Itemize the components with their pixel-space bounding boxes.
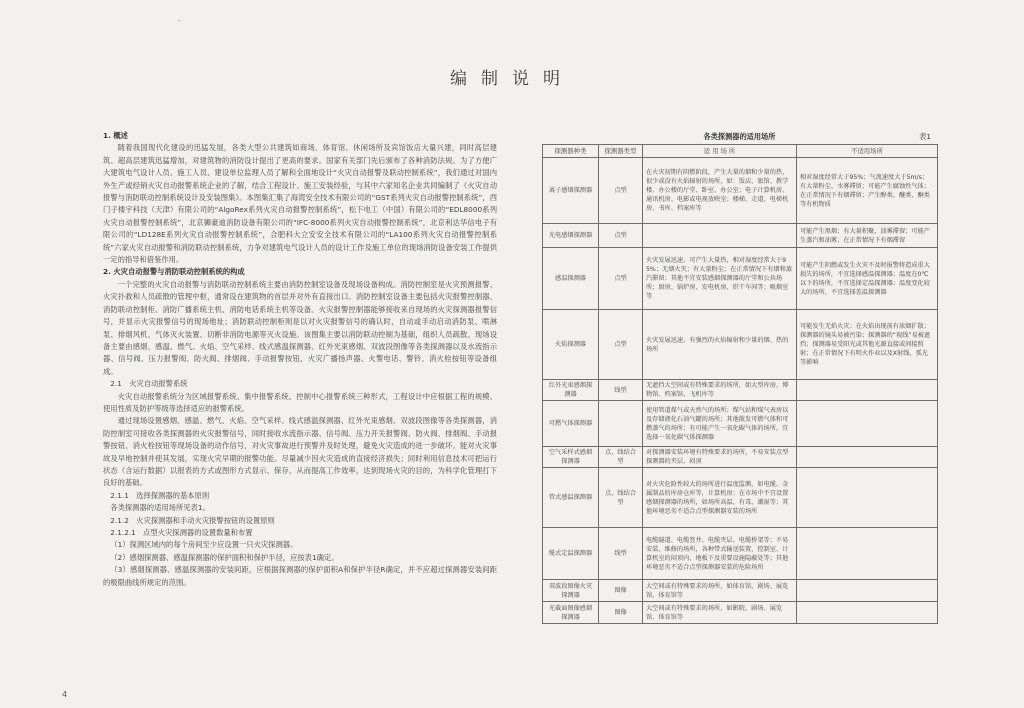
cell-kind: 火焰探测器 (543, 310, 599, 380)
cell-kind: 空气采样式感烟探测器 (543, 447, 599, 468)
table-row (543, 580, 938, 602)
cell-kind: 光电感烟探测器 (543, 224, 599, 248)
cell-unfit: 可能产生黑烟；有大量积聚、油雾滞留；可能产生蒸汽和油雾；在正常情况下有烟滞留 (797, 224, 938, 248)
sub-item: 2.1 火灾自动报警系统 (110, 379, 188, 389)
body-paragraph: 通过现场设置感烟、感温、燃气、火焰、空气采样、线式感温探测器、红外光束感烟、双波段图像等各类探测器，消防控制室可接收各类探测器的火灾报警信号，同时接收水流指示器、信号阀、压力开关报警阀、防火阀、排烟阀、手动报警按钮、消火栓按钮等现场设备的动作信号，对火灾事故进行预警并及时处理，避免火灾造成的进一步破坏。能对火灾事故及早地控制并使其发展，实现火灾早期的报警功能。尽量减少因火灾造成的直接经济损失；同时利用信息技术可把运行状态（含运行数据）以报表的方式或图形方式显示、保存，从而提高工作效率，达到现场火灾的目的，为科学化管理打下良好的基础。 (103, 416, 497, 488)
cell-fit: 大空间或有特殊要求的场所，如影院、剧场、展览馆、体育馆等 (643, 602, 797, 624)
table-section (542, 130, 937, 624)
cell-kind: 离子感烟探测器 (543, 158, 599, 224)
cell-fit: 火灾发展迅速，可产生大量热，相对湿度经常大于95%；无烟火灾；有大量粉尘；在正常情况下有烟和蒸汽滞留；其他不宜安装感烟探测器的厅堂和公共场所；厨房、锅炉房、发电机房、烘干车间等；吸烟室等 (643, 248, 797, 310)
cell-fit: 使用管道煤气或天然气的场所；煤气站和煤气表房以及存储液化石油气罐的场所；其他散发可燃气体和可燃蒸气的场所；有可能产生一氧化碳气体的场所，宜选择一氧化碳气体探测器 (643, 401, 797, 447)
cell-type: 点型 (599, 248, 643, 310)
cell-unfit: 可能产生阴燃或发生火灾不及时报警将造成重大损失的场所，不宜选择感温探测器；温度在0℃以下的场所，不宜选择定温探测器；温度变化较大的场所，不宜选择差温探测器 (797, 248, 938, 310)
table-row (543, 528, 938, 580)
table-row (543, 602, 938, 624)
cell-type: 点型 (599, 158, 643, 224)
body-paragraph: 一个完整的火灾自动报警与消防联动控制系统主要由消防控制室设备及现场设备构成。消防控制室是火灾预测报警、火灾扑救和人员疏散的管理中枢，通常设在建筑物的首层并对外有直接出口。消防控制室设备主要包括火灾报警控制器、消防联动控制柜、消防广播系统主机、消防电话系统主机等设备。火灾报警控制器能够接收来自现场的火灾探测器报警信号，并显示火灾报警信号的现场地址；消防联动控制柜则是以对火灾报警信号的确认时，自动或手动启动消防泵、喷淋泵、排烟风机、气体灭火装置、切断非消防电源等灭火设施。该图集主要以消防联动控制为基础，组织人员疏散、现场设备主要由感烟、感温、燃气、火焰、空气采样、线式感温探测器、红外光束感烟、双波段图像等各类探测器以及水流指示器、信号阀、压力报警阀、防火阀、排烟阀、手动报警按钮、火灾广播扬声器、火警电话、警铃、消火栓按钮等设备组成。 (103, 279, 497, 376)
cell-type: 点、线结合型 (599, 447, 643, 468)
cell-type: 点型 (599, 224, 643, 248)
table-caption-row (542, 130, 937, 144)
table-row (543, 401, 938, 447)
sub-item: （2）感烟探测器、感温探测器的保护面积和保护半径，应按表1确定。 (110, 552, 339, 562)
table-row (543, 224, 938, 248)
page-number: 4 (62, 690, 68, 699)
cell-kind: 双波段图像火灾探测器 (543, 580, 599, 602)
cell-fit: 火灾发展迅速，有强烈的火焰辐射和少量的烟、热的场所 (643, 310, 797, 380)
cell-fit: 无遮挡大空间或有特殊要求的场所，如大型库房、博物馆、档案馆、飞机库等 (643, 380, 797, 401)
page-title: 编制说明 (450, 69, 574, 89)
col-header-unfit: 不适用场所 (797, 145, 938, 158)
cell-kind: 红外光束感烟探测器 (543, 380, 599, 401)
cell-unfit: 相对湿度经常大于95%；气流速度大于5m/s；有大量粉尘、水雾滞留；可能产生腐蚀性气体；在正常情况下有烟滞留；产生醇类、醚类、酮类等有机物质 (797, 158, 938, 224)
sub-item: 2.1.2.1 点型火灾探测器的设置数量和布置 (110, 528, 253, 537)
sub-item: 2.1.1 选择探测器的基本原则 (110, 490, 210, 500)
cell-kind: 缆式定温探测器 (543, 528, 599, 580)
cell-kind: 感温探测器 (543, 248, 599, 310)
left-column-text (103, 130, 497, 589)
table-header-row (543, 145, 938, 158)
cell-type: 图像 (599, 602, 643, 624)
cell-unfit (797, 401, 938, 447)
body-paragraph: 火灾自动报警系统分为区域报警系统、集中报警系统、控制中心报警系统三种形式，工程设计中应根据工程的规模、使用性质及防护等级等选择适应的报警系统。 (103, 391, 497, 413)
cell-fit (643, 224, 797, 248)
table-caption: 各类探测器的适用场所 (703, 132, 776, 141)
table-row (543, 447, 938, 468)
section-heading: 1. 概述 (103, 131, 128, 140)
cell-type: 图像 (599, 580, 643, 602)
body-paragraph: 随着我国现代化建设的迅猛发展，各类大型公共建筑如商场、体育馆、休闲场所及宾馆饭店大量兴建，同时高层建筑、超高层建筑迅猛增加，对建筑物的消防设计提出了更高的要求。国家有关部门先后颁布了各种消防法规。为了方便广大建筑电气设计人员、施工人员、建设单位监理人员了解和全面地设计“火灾自动报警及联动控制系统”，我们通过对国内外生产或经销火灾自动报警系统企业的了解，结合工程设计、施工安装经验，与其中六家知名企业共同编制了《火灾自动报警与消防联动控制系统设计及安装图集》。本图集汇集了海湾安全技术有限公司的“GST系列火灾自动报警控制系统”，西门子楼宇科技（天津）有限公司的“AlgoRex系列火灾自动报警控制系统”，松下电工（中国）有限公司的“EDL8000系列火灾自动报警控制系统”，北京狮豪迪消防设备有限公司的“IFC-8000系列火灾自动报警控制系统”，北京利达华信电子有限公司的“LD128E系列火灾自动报警控制系统”，合肥科大立安安全技术有限公司的“LA100系列火灾自动报警控制系统”六家火灾自动报警和消防联动控制系统，力争对建筑电气设计人员的设计工作及施工单位的现场消防设备安装工作提供一定的指导和借鉴作用。 (103, 143, 497, 265)
col-header-fit: 适 用 场 所 (643, 145, 797, 158)
cell-type: 线型 (599, 528, 643, 580)
sub-item: 各类探测器的适用场所见表1。 (110, 503, 210, 513)
cell-kind: 可燃气体探测器 (543, 401, 599, 447)
table-row (543, 380, 938, 401)
cell-unfit (797, 580, 938, 602)
cell-fit: 对火灾危险性较大的场所进行温度监测，如电缆、金属制品的库房仓库等，计算机房；在市场中不宜设置感烟探测器的场所，如场所高温、有毒、潮湿等；其他环境恶劣不适合点型探测器安装的场所 (643, 468, 797, 528)
cell-unfit: 可能发生无焰火灾；在火焰出现前有浓烟扩散；探测器的镜头易被污染；探测器的“视线”易被遮挡；探测器易受阳光或其他光源直接或间接照射；在正常情况下有明火作业以及X射线、弧光等影响 (797, 310, 938, 380)
cell-type: 点、线结合型 (599, 468, 643, 528)
cell-unfit (797, 380, 938, 401)
cell-fit: 电缆隧道、电缆竖井、电缆夹层、电缆桥架等；不易安装、维修的场所，各种带式输送装置，控制室、计算机室的闷顶内、地板下及重要设施隐蔽处等；其他环境恶劣不适合点型探测器安装的危险场所 (643, 528, 797, 580)
col-header-type: 探测器类型 (599, 145, 643, 158)
cell-unfit (797, 602, 938, 624)
cell-unfit (797, 528, 938, 580)
cell-type (599, 401, 643, 447)
cell-fit: 大空间或有特殊要求的场所，如体育馆、剧场、展览馆、体育馆等 (643, 580, 797, 602)
cell-unfit (797, 447, 938, 468)
detector-table (542, 144, 938, 624)
col-header-kind: 探测器种类 (543, 145, 599, 158)
cell-kind: 光截面图像感烟探测器 (543, 602, 599, 624)
sub-item: 2.1.2 火灾探测器和手动火灾报警按钮的设置原则 (110, 515, 275, 525)
table-number: 表1 (919, 132, 931, 141)
sub-item: （1）探测区域内的每个房间至少应设置一只火灾探测器。 (110, 540, 298, 550)
table-row (543, 248, 938, 310)
sub-item: （3）感烟探测器、感温探测器的安装间距，应根据探测器的保护面积A和保护半径R确定，并不应超过探测器安装间距的极限曲线所规定的范围。 (103, 565, 497, 587)
cell-type: 线型 (599, 380, 643, 401)
table-row (543, 468, 938, 528)
cell-type: 点型 (599, 310, 643, 380)
table-row (543, 158, 938, 224)
corner-mark: - (178, 17, 181, 25)
table-row (543, 310, 938, 380)
cell-kind: 管式感温探测器 (543, 468, 599, 528)
cell-unfit (797, 468, 938, 528)
section-heading: 2. 火灾自动报警与消防联动控制系统的构成 (103, 267, 245, 277)
cell-fit: 在火灾初期有阴燃阶段，产生大量的烟和少量的热，很少或没有火焰辐射的场所，如：饭店、旅馆、教学楼、办公楼的厅堂、卧室、办公室；电子计算机房、通讯机房、电影或电视放映室；楼梯、走道、电梯机房、书库、档案库等 (643, 158, 797, 224)
cell-fit: 对探测器安装环境有特殊要求的场所，不易安装点型探测器的夹层、闷顶 (643, 447, 797, 468)
